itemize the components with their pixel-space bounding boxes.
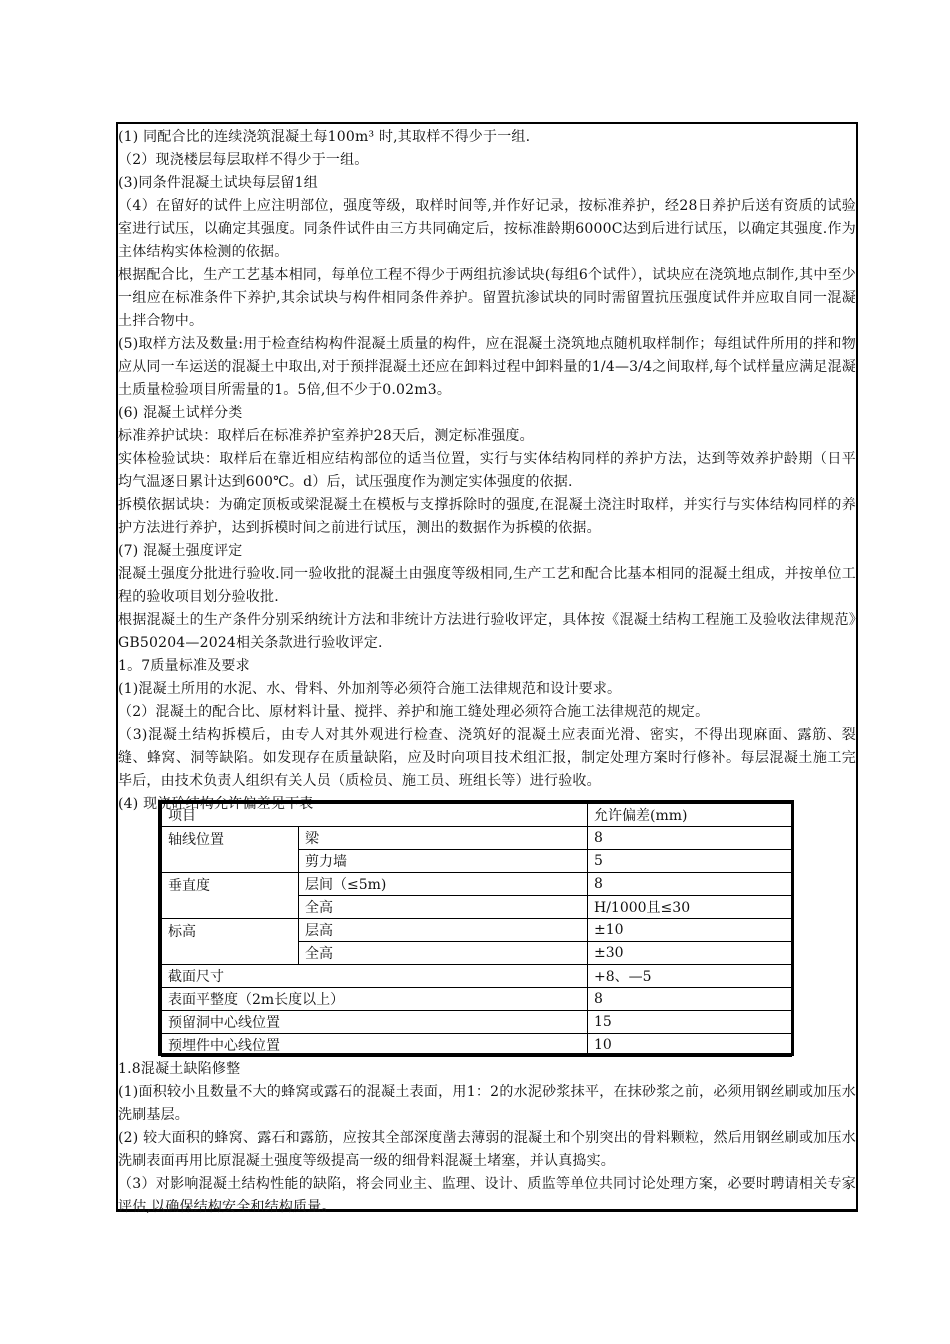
table-cell: 15	[588, 1011, 792, 1034]
paragraph: 拆模依据试块：为确定顶板或梁混凝土在模板与支撑拆除时的强度,在混凝土浇注时取样，并实行与实体结构同样的养护方法进行养护，达到拆模时间之前进行试压，测出的数据作为拆模的依据。	[118, 497, 856, 536]
table-cell: 5	[588, 850, 792, 873]
table-cell: 8	[588, 988, 792, 1011]
table-cell: 8	[588, 827, 792, 850]
table-row	[162, 919, 792, 942]
table-cell: 预埋件中心线位置	[162, 1034, 588, 1057]
section-heading: (6) 混凝土试样分类	[118, 405, 243, 421]
table-cell: 轴线位置	[162, 827, 299, 873]
table-cell: H/1000且≤30	[588, 896, 792, 919]
paragraph: （2）现浇楼层每层取样不得少于一组。	[118, 152, 369, 168]
paragraph: 混凝土强度分批进行验收.同一验收批的混凝土由强度等级相同,生产工艺和配合比基本相同的混凝土组成，并按单位工程的验收项目划分验收批.	[118, 566, 856, 605]
paragraph: （4）在留好的试件上应注明部位，强度等级，取样时间等,并作好记录，按标准养护，经28日养护后送有资质的试验室进行试压，以确定其强度。同条件试件由三方共同确定后，按标准龄期6000C达到后进行试压，以确定其强度.作为主体结构实体检测的依据。	[118, 198, 856, 260]
paragraph: 根据配合比，生产工艺基本相同，每单位工程不得少于两组抗渗试块(每组6个试件），试块应在浇筑地点制作,其中至少一组应在标准条件下养护,其余试块与构件相同条件养护。留置抗渗试块的同时需留置抗压强度试件并应取自同一混凝土拌合物中。	[118, 267, 856, 329]
section-heading: 1。7质量标准及要求	[118, 658, 250, 674]
table-cell: 标高	[162, 919, 299, 965]
section-heading: (7) 混凝土强度评定	[118, 543, 243, 559]
table-cell: 10	[588, 1034, 792, 1057]
paragraph: 根据混凝土的生产条件分别采纳统计方法和非统计方法进行验收评定，具体按《混凝土结构工程施工及验收法律规范》GB50204—2024相关条款进行验收评定.	[118, 612, 856, 651]
table-cell: ±10	[588, 919, 792, 942]
table-cell: 全高	[299, 896, 588, 919]
table-cell: 垂直度	[162, 873, 299, 919]
tolerance-table	[158, 800, 794, 1056]
table-cell: 预留洞中心线位置	[162, 1011, 588, 1034]
table-cell: 剪力墙	[299, 850, 588, 873]
document-body-top	[118, 126, 856, 816]
paragraph: 标准养护试块：取样后在标准养护室养护28天后，测定标准强度。	[118, 428, 534, 444]
paragraph: 实体检验试块：取样后在靠近相应结构部位的适当位置，实行与实体结构同样的养护方法，达到等效养护龄期（日平均气温逐日累计达到600℃。d）后，试压强度作为测定实体强度的依据.	[118, 451, 856, 490]
table-header-cell: 项目	[162, 804, 588, 827]
table-cell: ±30	[588, 942, 792, 965]
table-cell: 表面平整度（2m长度以上）	[162, 988, 588, 1011]
table-row	[162, 1034, 792, 1057]
table-cell: 截面尺寸	[162, 965, 588, 988]
table-cell: 8	[588, 873, 792, 896]
table-cell: +8、—5	[588, 965, 792, 988]
paragraph: (2) 较大面积的蜂窝、露石和露筋，应按其全部深度凿去薄弱的混凝土和个别突出的骨料颗粒，然后用钢丝刷或加压水洗刷表面再用比原混凝土强度等级提高一级的细骨料混凝土堵塞，并认真捣实。	[118, 1130, 856, 1169]
paragraph: （2）混凝土的配合比、原材料计量、搅拌、养护和施工缝处理必须符合施工法律规范的规定。	[118, 704, 710, 720]
table-cell: 梁	[299, 827, 588, 850]
table-row	[162, 988, 792, 1011]
document-body-bottom	[118, 1058, 856, 1219]
table-header-row	[162, 804, 792, 827]
paragraph: (4) 现浇砼结构允许偏差见下表	[118, 796, 314, 812]
paragraph: (3)同条件混凝土试块每层留1组	[118, 175, 318, 191]
table-cell: 层高	[299, 919, 588, 942]
table-header-cell: 允许偏差(mm)	[588, 804, 792, 827]
paragraph: (1) 同配合比的连续浇筑混凝土每100m³ 时,其取样不得少于一组.	[118, 129, 531, 145]
paragraph: (1)面积较小且数量不大的蜂窝或露石的混凝土表面，用1：2的水泥砂浆抹平，在抹砂浆之前，必须用钢丝刷或加压水洗刷基层。	[118, 1084, 856, 1123]
table-row	[162, 827, 792, 850]
table-cell: 全高	[299, 942, 588, 965]
table-row	[162, 965, 792, 988]
table-row	[162, 1011, 792, 1034]
section-heading: 1.8混凝土缺陷修整	[118, 1061, 241, 1077]
paragraph: (5)取样方法及数量:用于检查结构构件混凝土质量的构件，应在混凝土浇筑地点随机取样制作；每组试件所用的拌和物应从同一车运送的混凝土中取出,对于预拌混凝土还应在卸料过程中卸料量的1/4—3/4之间取样,每个试样量应满足混凝土质量检验项目所需量的1。5倍,但不少于0.02m3。	[118, 336, 856, 398]
table-cell: 层间（≤5m)	[299, 873, 588, 896]
paragraph: (1)混凝土所用的水泥、水、骨料、外加剂等必须符合施工法律规范和设计要求。	[118, 681, 622, 697]
paragraph: （3）对影响混凝土结构性能的缺陷，将会同业主、监理、设计、质监等单位共同讨论处理方案，必要时聘请相关专家评估,以确保结构安全和结构质量。	[118, 1176, 856, 1215]
table-row	[162, 873, 792, 896]
paragraph: （3)混凝土结构拆模后，由专人对其外观进行检查、浇筑好的混凝土应表面光滑、密实，不得出现麻面、露筋、裂缝、蜂窝、洞等缺陷。如发现存在质量缺陷，应及时向项目技术组汇报，制定处理方案时行修补。每层混凝土施工完毕后，由技术负责人组织有关人员（质检员、施工员、班组长等）进行验收。	[118, 727, 856, 789]
